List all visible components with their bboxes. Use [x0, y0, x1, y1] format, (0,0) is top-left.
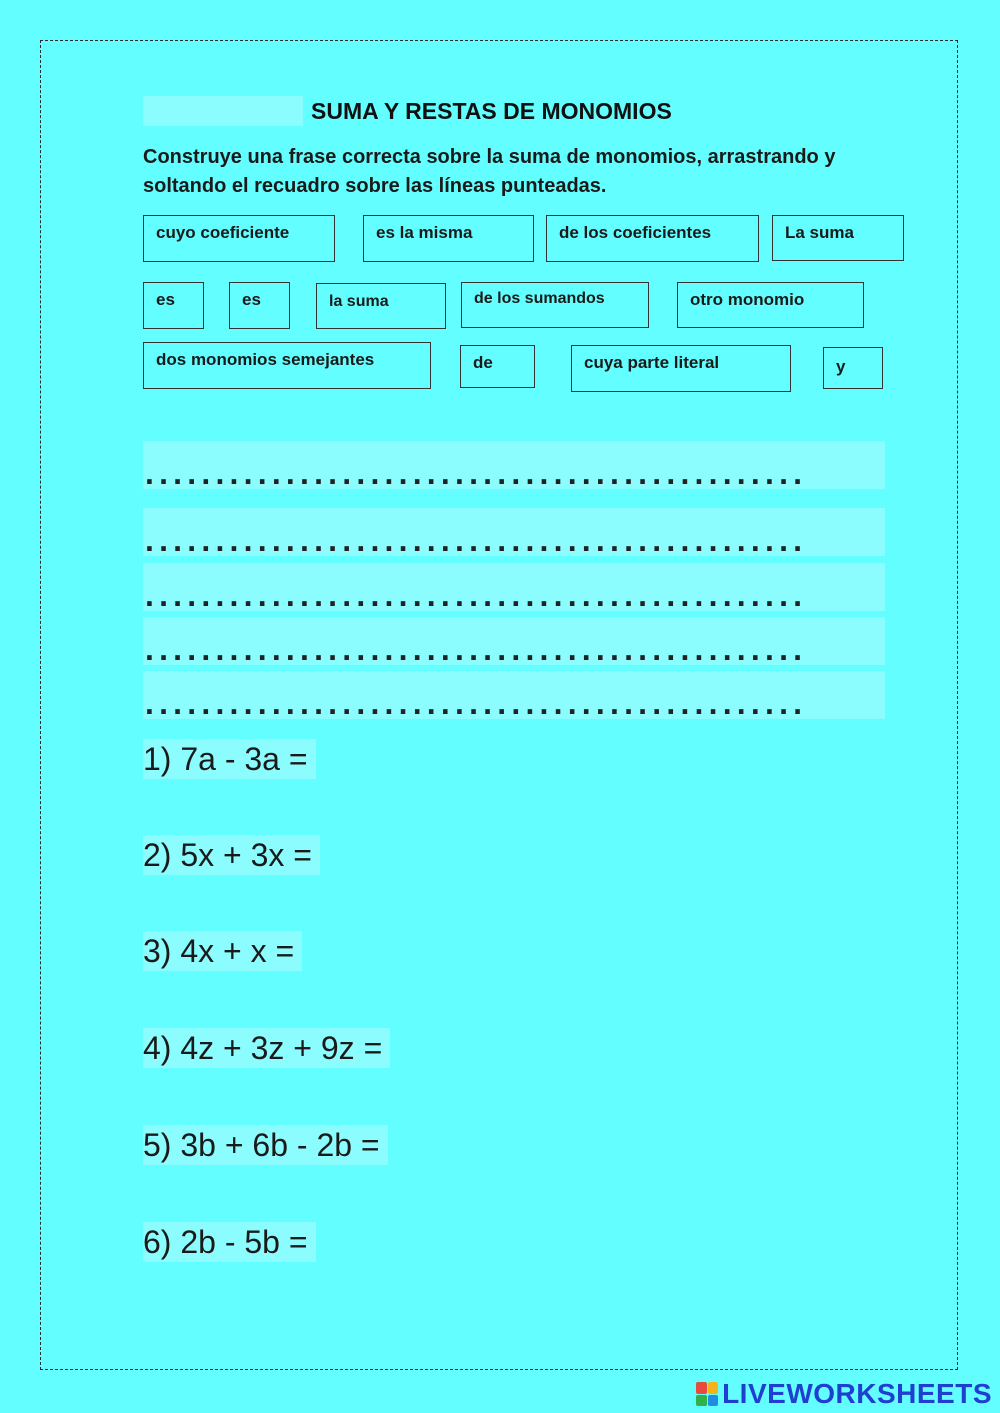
word-tile[interactable]: la suma [316, 283, 446, 329]
drop-line-dots: ............................................... [145, 685, 808, 719]
word-tile[interactable]: otro monomio [677, 282, 864, 328]
word-tile[interactable]: es [229, 282, 290, 329]
word-tile[interactable]: es la misma [363, 215, 534, 262]
exercise-item: 6) 2b - 5b = [143, 1222, 316, 1262]
word-tile[interactable]: y [823, 347, 883, 389]
footer-brand-text: LIVEWORKSHEETS [722, 1378, 992, 1409]
drop-line-dots: ............................................... [145, 577, 808, 611]
instructions-text: Construye una frase correcta sobre la suma de monomios, arrastrando y soltando el recuadro sobre las líneas punteadas. [143, 146, 836, 197]
drop-line-dots: ............................................... [145, 631, 808, 665]
title-highlight [143, 96, 303, 126]
word-tile[interactable]: dos monomios semejantes [143, 342, 431, 389]
word-tile[interactable]: de los sumandos [461, 282, 649, 328]
word-tile[interactable]: cuya parte literal [571, 345, 791, 392]
word-tile[interactable]: La suma [772, 215, 904, 261]
liveworksheets-logo-icon [696, 1382, 718, 1406]
drop-line[interactable] [143, 671, 885, 719]
drop-line[interactable] [143, 508, 885, 556]
drop-line[interactable] [143, 617, 885, 665]
word-tile[interactable]: de los coeficientes [546, 215, 759, 262]
drop-line[interactable] [143, 441, 885, 489]
exercise-item: 5) 3b + 6b - 2b = [143, 1125, 388, 1165]
footer-brand [696, 1379, 992, 1409]
drop-line-dots: ............................................... [145, 522, 808, 556]
drop-line[interactable] [143, 563, 885, 611]
word-tile[interactable]: de [460, 345, 535, 388]
worksheet-title: SUMA Y RESTAS DE MONOMIOS [311, 98, 672, 124]
exercise-item: 4) 4z + 3z + 9z = [143, 1028, 390, 1068]
exercise-item: 1) 7a - 3a = [143, 739, 316, 779]
word-tile[interactable]: es [143, 282, 204, 329]
word-tile[interactable]: cuyo coeficiente [143, 215, 335, 262]
exercise-item: 2) 5x + 3x = [143, 835, 320, 875]
drop-line-dots: ............................................... [145, 455, 808, 489]
exercise-item: 3) 4x + x = [143, 931, 302, 971]
